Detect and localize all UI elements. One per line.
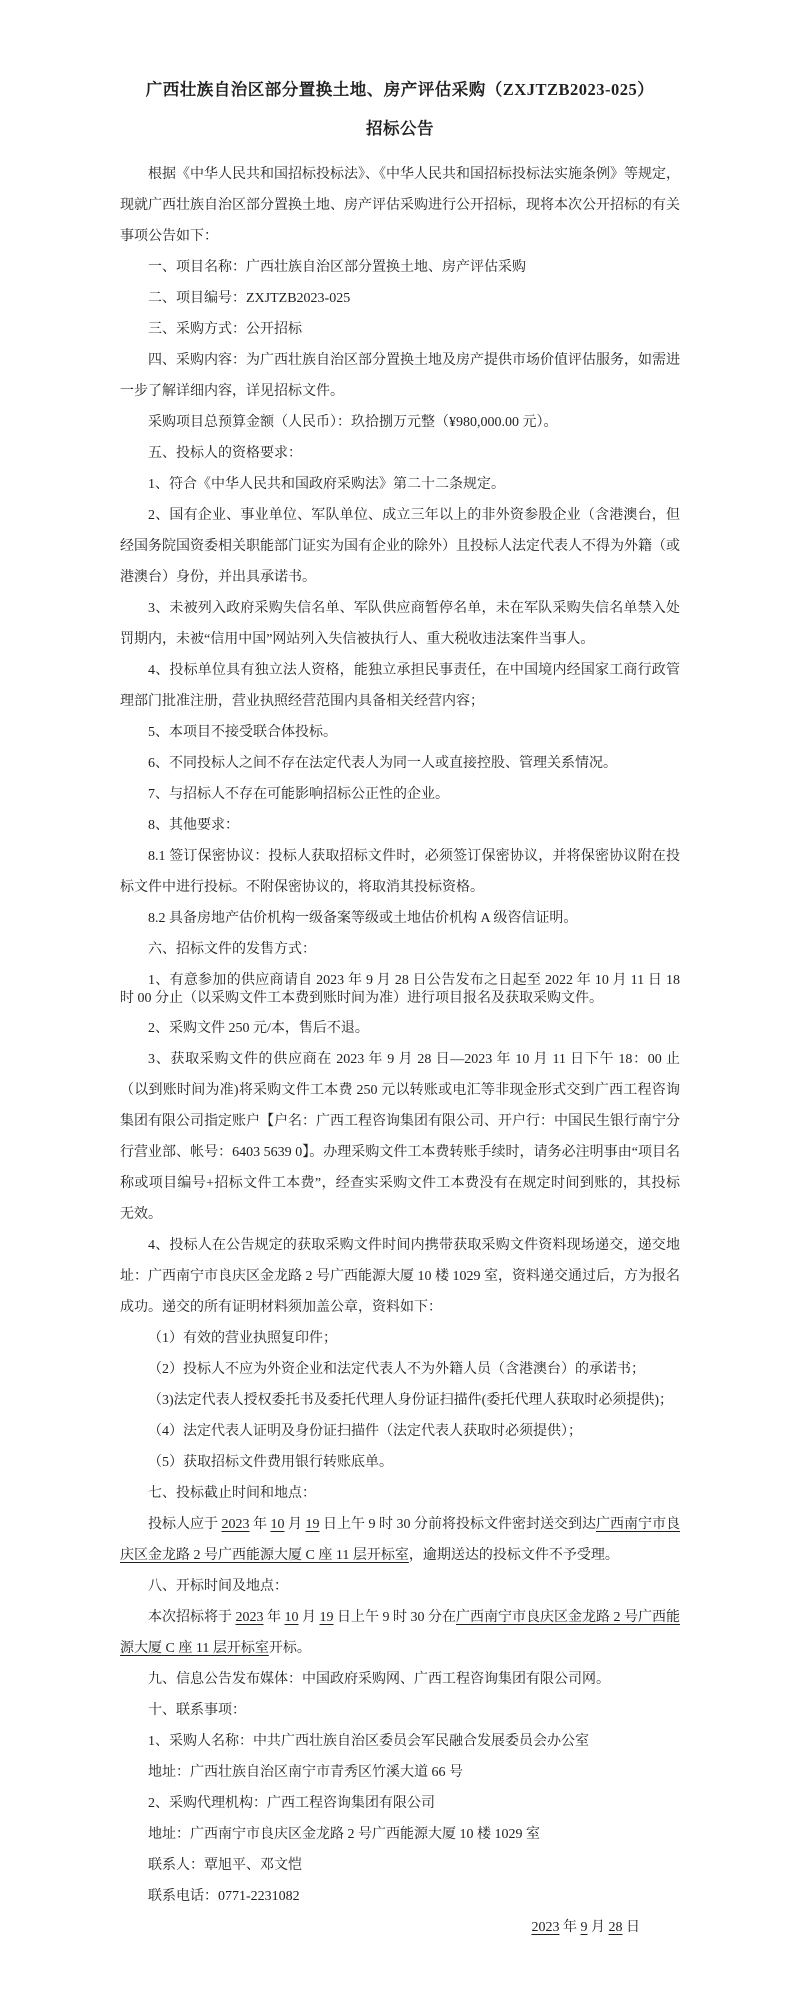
underlined-text: 19 [319,1610,334,1625]
paragraph: （5）获取招标文件费用银行转账底单。 [148,1455,393,1470]
paragraph: 3、未被列入政府采购失信名单、军队供应商暂停名单，未在军队采购失信名单禁入处罚期内，未被“信用中国”网站列入失信被执行人、重大税收违法案件当事人。 [120,601,680,647]
text-segment: 日 [622,1920,640,1935]
document-title-line-2: 招标公告 [366,119,434,138]
paragraph: 1、符合《中华人民共和国政府采购法》第二十二条规定。 [148,477,505,492]
document-title-line-1: 广西壮族自治区部分置换土地、房产评估采购（ZXJTZB2023-025） [145,80,655,99]
paragraph: 采购项目总预算金额（人民币）：玖拾捌万元整（¥980,000.00 元）。 [148,415,558,430]
paragraph: 6、不同投标人之间不存在法定代表人为同一人或直接控股、管理关系情况。 [148,756,617,771]
underlined-text: 10 [284,1610,299,1625]
text-segment: 年 [249,1517,271,1532]
paragraph: 十、联系事项： [148,1703,246,1718]
text-segment: 月 [587,1920,609,1935]
paragraph: 4、投标单位具有独立法人资格，能独立承担民事责任，在中国境内经国家工商行政管理部门批准注册，营业执照经营范围内具备相关经营内容； [120,663,680,709]
underlined-text: 10 [270,1517,285,1532]
paragraph: 三、采购方式：公开招标 [148,322,302,337]
paragraph: 8.1 签订保密协议：投标人获取招标文件时，必须签订保密协议，并将保密协议附在投标文件中进行投标。不附保密协议的，将取消其投标资格。 [120,849,680,895]
paragraph: 四、采购内容：为广西壮族自治区部分置换土地及房产提供市场价值评估服务，如需进一步了解详细内容，详见招标文件。 [120,353,680,399]
paragraph: 1、采购人名称：中共广西壮族自治区委员会军民融合发展委员会办公室 [148,1734,589,1749]
paragraph: 根据《中华人民共和国招标投标法》、《中华人民共和国招标投标法实施条例》等规定，现就广西壮族自治区部分置换土地、房产评估采购进行公开招标，现将本次公开招标的有关事项公告如下： [120,167,680,244]
paragraph: 1、有意参加的供应商请自 2023 年 9 月 28 日公告发布之日起至 2022 年 10 月 11 日 18 时 00 分止（以采购文件工本费到账时间为准）进行项目报名及获取采购文件。 [120,973,680,1006]
paragraph: 3、获取采购文件的供应商在 2023 年 9 月 28 日—2023 年 10 月 11 日下午 18：00 止（以到账时间为准)将采购文件工本费 250 元以转账或电汇等非现金形式交到广西工程咨询集团有限公司指定账户【户名：广西工程咨询集团有限公司、开户行：中国民生银行南宁分行营业部、帐号：6403 5639 0】。办理采购文件工本费转账手续时，请务必注明事由“项目名称或项目编号+招标文件工本费”，经查实采购文件工本费没有在规定时间到账的，其投标无效。 [120,1052,680,1222]
paragraph: 2、国有企业、事业单位、军队单位、成立三年以上的非外资参股企业（含港澳台，但经国务院国资委相关职能部门证实为国有企业的除外）且投标人法定代表人不得为外籍（或港澳台）身份，并出具承诺书。 [120,508,680,585]
text-segment: 日上午 9 时 30 分在 [333,1610,456,1625]
paragraph: 2、采购代理机构：广西工程咨询集团有限公司 [148,1796,435,1811]
paragraph: 九、信息公告发布媒体：中国政府采购网、广西工程咨询集团有限公司网。 [148,1672,610,1687]
text-segment: 开标。 [268,1641,311,1656]
paragraph: 二、项目编号：ZXJTZB2023-025 [148,291,351,306]
underlined-text: 9 [580,1920,588,1935]
paragraph: （1）有效的营业执照复印件； [148,1331,337,1346]
paragraph: 地址：广西壮族自治区南宁市青秀区竹溪大道 66 号 [148,1765,463,1780]
underlined-text: 2023 [235,1610,264,1625]
paragraph: 2、采购文件 250 元/本，售后不退。 [148,1021,369,1036]
paragraph: 联系人：覃旭平、邓文恺 [148,1858,302,1873]
underlined-text: 广西南宁市良庆区金龙路 2 号广西能源大厦 C 座 11 层开标室 [120,1517,680,1563]
paragraph: 7、与招标人不存在可能影响招标公正性的企业。 [148,787,449,802]
underlined-text: 2023 [531,1920,560,1935]
paragraph: 4、投标人在公告规定的获取采购文件时间内携带获取采购文件资料现场递交，递交地址：广西南宁市良庆区金龙路 2 号广西能源大厦 10 楼 1029 室，资料递交通过后，方为报名成功。递交的所有证明材料须加盖公章，资料如下： [120,1238,680,1315]
text-segment: 月 [298,1610,320,1625]
paragraph: 8、其他要求： [148,818,239,833]
paragraph: （2）投标人不应为外资企业和法定代表人不为外籍人员（含港澳台）的承诺书； [148,1362,645,1377]
paragraph: 五、投标人的资格要求： [148,446,302,461]
document-body [120,159,680,1912]
paragraph: 八、开标时间及地点： [148,1579,288,1594]
paragraph [120,1602,680,1664]
paragraph: 地址：广西南宁市良庆区金龙路 2 号广西能源大厦 10 楼 1029 室 [148,1827,540,1842]
paragraph: 六、招标文件的发售方式： [148,942,316,957]
text-segment: 年 [559,1920,581,1935]
text-segment: 月 [284,1517,306,1532]
paragraph: （4）法定代表人证明及身份证扫描件（法定代表人获取时必须提供）； [148,1424,582,1439]
underlined-text: 2023 [221,1517,250,1532]
date-line [120,1912,680,1943]
paragraph: 一、项目名称：广西壮族自治区部分置换土地、房产评估采购 [148,260,526,275]
paragraph: 5、本项目不接受联合体投标。 [148,725,337,740]
paragraph: （3)法定代表人授权委托书及委托代理人身份证扫描件(委托代理人获取时必须提供)； [148,1393,673,1408]
underlined-text: 广西南宁市良庆区金龙路 2 号广西能源大厦 C 座 11 层开标室 [120,1610,680,1656]
text-segment: 投标人应于 [148,1517,222,1532]
paragraph [120,1509,680,1571]
paragraph: 七、投标截止时间和地点： [148,1486,316,1501]
paragraph: 8.2 具备房地产估价机构一级备案等级或土地估价机构 A 级咨信证明。 [148,911,578,926]
text-segment: 日上午 9 时 30 分前将投标文件密封送交到达 [319,1517,596,1532]
paragraph: 联系电话：0771-2231082 [148,1889,300,1904]
underlined-text: 28 [608,1920,623,1935]
text-segment: 本次招标将于 [148,1610,236,1625]
text-segment: 年 [263,1610,285,1625]
text-segment: ，逾期送达的投标文件不予受理。 [408,1548,619,1563]
underlined-text: 19 [305,1517,320,1532]
